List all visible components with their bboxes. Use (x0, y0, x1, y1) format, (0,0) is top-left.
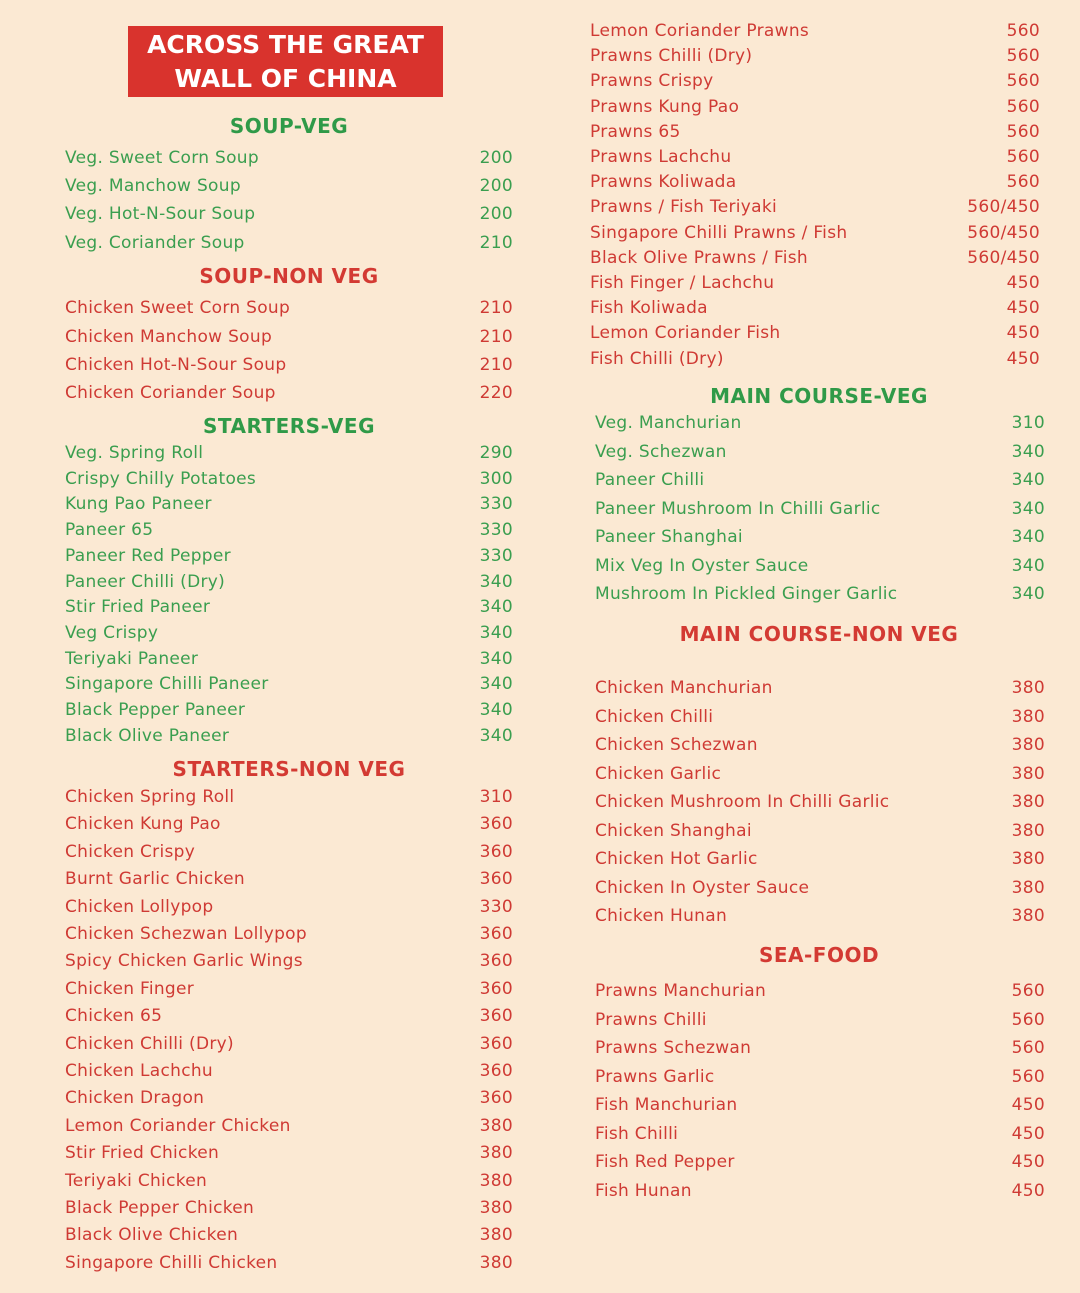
menu-item (595, 678, 1045, 698)
menu-item-name: Prawns Chilli (Dry) (590, 46, 753, 67)
menu-item-name: Veg. Spring Roll (65, 443, 204, 463)
menu-item-name: Paneer 65 (65, 520, 154, 541)
menu-item-price: 560/450 (967, 247, 1040, 268)
menu-item-name: Veg. Manchow Soup (65, 176, 241, 196)
menu-item (595, 442, 1045, 462)
menu-item (590, 71, 1040, 91)
menu-item (65, 233, 513, 253)
menu-item (65, 597, 513, 617)
menu-item-name: Chicken Lachchu (65, 1061, 213, 1081)
menu-item-name: Fish Manchurian (595, 1095, 738, 1115)
menu-item-name: Fish Finger / Lachchu (590, 273, 775, 293)
menu-item-price: 560 (1011, 1066, 1045, 1087)
menu-item-price: 340 (1011, 470, 1045, 490)
menu-item-price: 340 (479, 674, 513, 695)
menu-item (65, 469, 513, 489)
menu-item (590, 147, 1040, 167)
menu-item (65, 869, 513, 889)
section-title-main-veg: MAIN COURSE-VEG (710, 384, 928, 408)
menu-item-name: Chicken Chilli (Dry) (65, 1033, 234, 1054)
menu-item-price: 380 (479, 1143, 513, 1164)
menu-item (65, 1006, 513, 1026)
menu-item-price: 360 (479, 869, 513, 890)
menu-item (595, 1095, 1045, 1115)
menu-item (595, 1010, 1045, 1030)
menu-item-name: Chicken Hot Garlic (595, 849, 758, 869)
menu-item-name: Paneer Chilli (595, 470, 705, 490)
menu-item (65, 355, 513, 375)
menu-item (595, 707, 1045, 727)
menu-item (65, 298, 513, 318)
menu-item-price: 210 (479, 233, 513, 253)
menu-item (65, 1061, 513, 1081)
menu-item-name: Fish Chilli (595, 1123, 679, 1144)
menu-item-name: Singapore Chilli Prawns / Fish (590, 222, 848, 243)
menu-item-name: Prawns Manchurian (595, 981, 767, 1001)
menu-item-price: 560/450 (967, 197, 1040, 218)
menu-item-price: 360 (479, 1061, 513, 1081)
menu-item-price: 380 (1011, 763, 1045, 784)
menu-item-price: 300 (479, 468, 513, 489)
menu-item-name: Stir Fried Paneer (65, 597, 211, 618)
menu-item-name: Chicken Hunan (595, 906, 728, 926)
section-title-soup-veg: SOUP-VEG (229, 114, 349, 138)
menu-item-name: Black Olive Paneer (65, 725, 230, 746)
menu-item (595, 1124, 1045, 1144)
menu-item-name: Burnt Garlic Chicken (65, 869, 245, 890)
menu-item-name: Prawns Kung Pao (590, 96, 740, 117)
menu-item-price: 450 (1006, 348, 1040, 369)
menu-item-name: Chicken Schezwan (595, 735, 758, 755)
menu-item (590, 323, 1040, 343)
menu-item-name: Chicken In Oyster Sauce (595, 877, 810, 898)
menu-item-name: Black Pepper Chicken (65, 1198, 255, 1218)
menu-item-name: Black Pepper Paneer (65, 700, 246, 720)
menu-item-name: Veg. Hot-N-Sour Soup (65, 204, 256, 224)
menu-item-price: 360 (479, 951, 513, 972)
menu-item-price: 360 (479, 978, 513, 999)
menu-item-name: Black Olive Chicken (65, 1225, 239, 1246)
menu-item-name: Chicken Manchow Soup (65, 327, 273, 347)
menu-item-name: Paneer Shanghai (595, 527, 743, 547)
menu-item-price: 560 (1006, 71, 1040, 92)
menu-item (65, 204, 513, 224)
menu-item-name: Fish Chilli (Dry) (590, 348, 724, 369)
menu-item-name: Lemon Coriander Fish (590, 323, 781, 344)
menu-item-price: 450 (1006, 323, 1040, 344)
menu-item-name: Singapore Chilli Paneer (65, 674, 269, 695)
menu-item (65, 327, 513, 347)
menu-item-name: Veg Crispy (65, 622, 159, 643)
menu-item-price: 340 (1011, 555, 1045, 576)
menu-item (65, 520, 513, 540)
menu-item (65, 1225, 513, 1245)
menu-item-price: 360 (479, 814, 513, 835)
menu-item-price: 340 (479, 725, 513, 746)
menu-item-price: 340 (479, 700, 513, 720)
menu-item-price: 450 (1011, 1123, 1045, 1144)
menu-item-name: Mushroom In Pickled Ginger Garlic (595, 584, 898, 604)
menu-item-price: 560 (1011, 981, 1045, 1001)
menu-item (590, 46, 1040, 66)
menu-item-price: 560/450 (967, 222, 1040, 243)
menu-item-name: Paneer Chilli (Dry) (65, 571, 226, 592)
menu-item-price: 380 (1011, 735, 1045, 755)
menu-item (595, 1181, 1045, 1201)
menu-item (590, 248, 1040, 268)
menu-item (65, 700, 513, 720)
menu-item (65, 176, 513, 196)
menu-item-name: Singapore Chilli Chicken (65, 1252, 278, 1273)
menu-item-name: Chicken Spring Roll (65, 787, 235, 807)
menu-item-price: 340 (479, 571, 513, 592)
menu-item-price: 210 (479, 298, 513, 318)
menu-item (65, 572, 513, 592)
menu-item (65, 1143, 513, 1163)
menu-item-name: Veg. Coriander Soup (65, 233, 245, 253)
menu-item-name: Prawns / Fish Teriyaki (590, 197, 778, 218)
menu-item-name: Prawns Koliwada (590, 172, 737, 193)
menu-item-name: Mix Veg In Oyster Sauce (595, 555, 809, 576)
menu-item-price: 380 (1011, 877, 1045, 898)
menu-item (65, 1088, 513, 1108)
menu-item-price: 330 (479, 545, 513, 566)
menu-item-name: Prawns Chilli (595, 1009, 707, 1030)
menu-item (65, 148, 513, 168)
menu-item-name: Prawns Garlic (595, 1066, 715, 1087)
menu-item-price: 560 (1011, 1038, 1045, 1058)
menu-item-price: 380 (1011, 792, 1045, 812)
section-title-starters-nonveg: STARTERS-NON VEG (172, 757, 406, 781)
menu-item (590, 197, 1040, 217)
menu-item-price: 380 (1011, 906, 1045, 926)
menu-item (65, 1171, 513, 1191)
menu-item-price: 340 (479, 648, 513, 669)
menu-item-name: Chicken Shanghai (595, 820, 752, 841)
menu-item-price: 380 (479, 1198, 513, 1218)
menu-item-price: 380 (1011, 706, 1045, 727)
menu-item-price: 220 (479, 383, 513, 403)
menu-item-name: Chicken Finger (65, 978, 195, 999)
menu-item-name: Lemon Coriander Prawns (590, 21, 810, 41)
menu-item-price: 380 (479, 1225, 513, 1246)
menu-item-price: 340 (1011, 441, 1045, 462)
menu-item (595, 878, 1045, 898)
menu-item-price: 310 (479, 787, 513, 807)
menu-item-price: 290 (479, 443, 513, 463)
menu-item-name: Chicken Lollypop (65, 896, 214, 917)
menu-item-price: 360 (479, 1088, 513, 1109)
menu-item-name: Chicken Garlic (595, 763, 722, 784)
menu-item (595, 821, 1045, 841)
menu-item-name: Veg. Manchurian (595, 413, 742, 433)
menu-item-name: Chicken Sweet Corn Soup (65, 298, 291, 318)
menu-item-name: Chicken Manchurian (595, 678, 773, 698)
menu-item-price: 560 (1006, 172, 1040, 193)
menu-item-price: 560 (1006, 147, 1040, 167)
menu-item (595, 584, 1045, 604)
menu-item (65, 1116, 513, 1136)
section-title-starters-veg: STARTERS-VEG (203, 414, 375, 438)
menu-item-price: 560 (1006, 96, 1040, 117)
menu-item (590, 349, 1040, 369)
section-title-main-nonveg: MAIN COURSE-NON VEG (679, 622, 959, 646)
menu-item-price: 340 (1011, 584, 1045, 604)
menu-item-price: 380 (479, 1115, 513, 1136)
menu-item-price: 560 (1011, 1009, 1045, 1030)
menu-item-name: Crispy Chilly Potatoes (65, 468, 257, 489)
menu-item-price: 340 (479, 622, 513, 643)
menu-item (595, 556, 1045, 576)
menu-item-name: Veg. Sweet Corn Soup (65, 148, 259, 168)
menu-item-price: 450 (1011, 1180, 1045, 1201)
menu-item-name: Chicken Chilli (595, 706, 714, 727)
menu-item-name: Veg. Schezwan (595, 441, 727, 462)
menu-item (595, 1038, 1045, 1058)
menu-item (65, 546, 513, 566)
section-title-seafood: SEA-FOOD (758, 943, 880, 967)
menu-item (595, 527, 1045, 547)
menu-item-name: Paneer Red Pepper (65, 545, 231, 566)
menu-item-price: 200 (479, 204, 513, 224)
menu-item-name: Teriyaki Paneer (65, 648, 199, 669)
menu-item-name: Fish Koliwada (590, 298, 708, 319)
menu-item-name: Stir Fried Chicken (65, 1143, 220, 1164)
menu-item (65, 1253, 513, 1273)
menu-item-name: Chicken Schezwan Lollypop (65, 924, 307, 944)
menu-item (65, 1198, 513, 1218)
menu-item (595, 413, 1045, 433)
menu-item-name: Lemon Coriander Chicken (65, 1115, 291, 1136)
menu-item-price: 210 (479, 355, 513, 375)
menu-item-name: Prawns Schezwan (595, 1038, 752, 1058)
menu-item-price: 380 (1011, 849, 1045, 869)
menu-item-name: Chicken Hot-N-Sour Soup (65, 355, 287, 375)
menu-item (595, 764, 1045, 784)
menu-item (595, 735, 1045, 755)
menu-item-price: 340 (479, 597, 513, 618)
menu-item (590, 273, 1040, 293)
menu-item (65, 979, 513, 999)
menu-item-name: Prawns 65 (590, 121, 681, 142)
menu-item-price: 330 (479, 520, 513, 541)
menu-item-price: 360 (479, 924, 513, 944)
menu-item-price: 310 (1011, 413, 1045, 433)
menu-item-name: Chicken Crispy (65, 841, 196, 862)
menu-item-name: Fish Red Pepper (595, 1152, 735, 1172)
banner-line-2: WALL OF CHINA (174, 64, 397, 93)
menu-item-price: 210 (479, 327, 513, 347)
menu-item-price: 340 (1011, 527, 1045, 547)
banner-line-1: ACROSS THE GREAT (147, 30, 424, 59)
menu-item-price: 330 (479, 494, 513, 515)
menu-item (595, 849, 1045, 869)
menu-item (65, 1034, 513, 1054)
menu-item-price: 360 (479, 841, 513, 862)
menu-item (595, 1152, 1045, 1172)
menu-item (590, 298, 1040, 318)
menu-item-price: 380 (1011, 678, 1045, 698)
menu-item (65, 494, 513, 514)
menu-item (590, 122, 1040, 142)
menu-item-price: 450 (1006, 298, 1040, 319)
menu-item (65, 726, 513, 746)
menu-item (65, 623, 513, 643)
menu-item-price: 360 (479, 1033, 513, 1054)
menu-item-name: Teriyaki Chicken (65, 1170, 208, 1191)
menu-item-price: 380 (1011, 820, 1045, 841)
menu-item-price: 330 (479, 896, 513, 917)
menu-item-name: Black Olive Prawns / Fish (590, 247, 808, 268)
menu-item (590, 21, 1040, 41)
menu-item (65, 649, 513, 669)
menu-item-price: 450 (1006, 273, 1040, 293)
menu-item-name: Prawns Crispy (590, 71, 714, 92)
menu-item-price: 200 (479, 148, 513, 168)
menu-item-price: 340 (1011, 498, 1045, 519)
menu-item-price: 560 (1006, 121, 1040, 142)
menu-item-price: 380 (479, 1170, 513, 1191)
menu-item (65, 897, 513, 917)
menu-item-name: Spicy Chicken Garlic Wings (65, 951, 303, 972)
menu-item-name: Chicken Coriander Soup (65, 383, 276, 403)
menu-item (595, 470, 1045, 490)
menu-item-price: 380 (479, 1252, 513, 1273)
menu-item (595, 792, 1045, 812)
menu-item-name: Paneer Mushroom In Chilli Garlic (595, 498, 881, 519)
menu-item (65, 814, 513, 834)
menu-item (65, 443, 513, 463)
menu-item-price: 560 (1006, 46, 1040, 67)
menu-item (590, 172, 1040, 192)
menu-item-name: Chicken Dragon (65, 1088, 205, 1109)
menu-item (595, 906, 1045, 926)
menu-item (65, 787, 513, 807)
menu-item (590, 97, 1040, 117)
menu-item-price: 450 (1011, 1095, 1045, 1115)
menu-item-price: 360 (479, 1006, 513, 1027)
menu-item-name: Prawns Lachchu (590, 147, 732, 167)
menu-item (65, 924, 513, 944)
menu-item (595, 1067, 1045, 1087)
menu-item (595, 499, 1045, 519)
menu-item (65, 674, 513, 694)
menu-item (65, 383, 513, 403)
menu-banner (128, 26, 443, 97)
menu-item (590, 223, 1040, 243)
menu-item-price: 450 (1011, 1152, 1045, 1172)
section-title-soup-nonveg: SOUP-NON VEG (199, 264, 379, 288)
menu-item-name: Chicken 65 (65, 1006, 163, 1027)
menu-item-price: 560 (1006, 21, 1040, 41)
menu-item-name: Kung Pao Paneer (65, 494, 212, 515)
menu-item-name: Chicken Kung Pao (65, 814, 221, 835)
menu-item-name: Fish Hunan (595, 1180, 692, 1201)
menu-item-price: 200 (479, 176, 513, 196)
menu-item-name: Chicken Mushroom In Chilli Garlic (595, 792, 890, 812)
menu-item (65, 842, 513, 862)
menu-item (65, 951, 513, 971)
menu-item (595, 981, 1045, 1001)
